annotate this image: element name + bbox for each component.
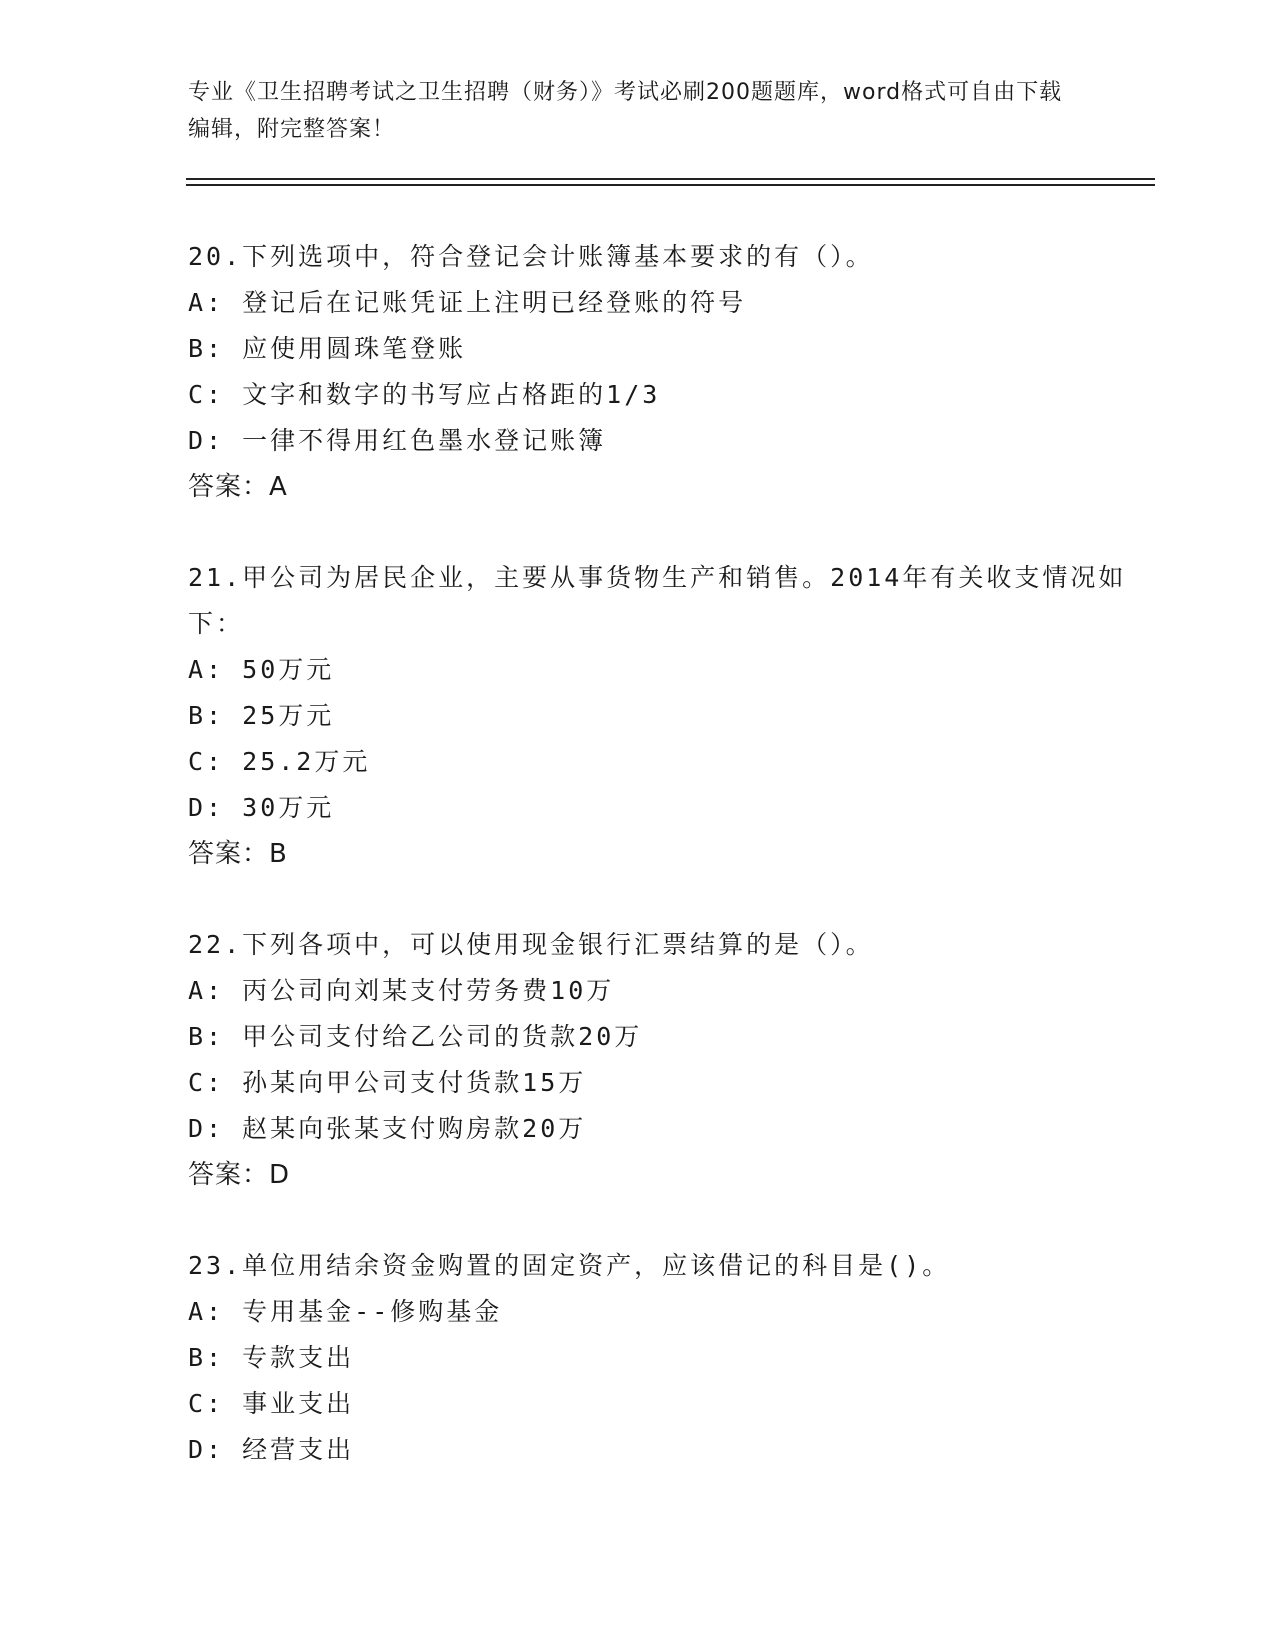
document-header: 专业《卫生招聘考试之卫生招聘（财务）》考试必刷200题题库，word格式可自由下载编辑，附完整答案！ — [188, 80, 1063, 142]
option-d: D: 30万元 — [188, 793, 335, 822]
question-stem: 20.下列选项中，符合登记会计账簿基本要求的有（）。 — [188, 242, 874, 271]
answer-label: 答案：D — [188, 1160, 291, 1190]
option-a: A: 50万元 — [188, 655, 335, 684]
option-c: C: 文字和数字的书写应占格距的1/3 — [188, 380, 661, 409]
option-d: D: 一律不得用红色墨水登记账簿 — [188, 426, 607, 455]
option-c: C: 孙某向甲公司支付货款15万 — [188, 1068, 587, 1097]
question-23 — [188, 1243, 1128, 1473]
question-21 — [188, 555, 1128, 877]
answer-label: 答案：A — [188, 472, 288, 502]
question-stem: 23.单位用结余资金购置的固定资产，应该借记的科目是()。 — [188, 1251, 951, 1280]
option-a: A: 专用基金--修购基金 — [188, 1297, 503, 1326]
option-d: D: 赵某向张某支付购房款20万 — [188, 1114, 587, 1143]
option-b: B: 应使用圆珠笔登账 — [188, 334, 467, 363]
option-d: D: 经营支出 — [188, 1435, 355, 1464]
question-stem: 22.下列各项中，可以使用现金银行汇票结算的是（）。 — [188, 930, 874, 959]
question-list — [188, 234, 1128, 1518]
header-divider-top — [186, 178, 1155, 180]
option-c: C: 25.2万元 — [188, 747, 371, 776]
option-b: B: 25万元 — [188, 701, 335, 730]
option-b: B: 甲公司支付给乙公司的货款20万 — [188, 1022, 643, 1051]
question-20 — [188, 234, 1128, 510]
option-b: B: 专款支出 — [188, 1343, 355, 1372]
option-a: A: 丙公司向刘某支付劳务费10万 — [188, 976, 615, 1005]
answer-label: 答案：B — [188, 839, 288, 869]
option-a: A: 登记后在记账凭证上注明已经登账的符号 — [188, 288, 747, 317]
option-c: C: 事业支出 — [188, 1389, 355, 1418]
header-divider-bottom — [186, 184, 1155, 186]
question-22 — [188, 922, 1128, 1198]
question-stem: 21.甲公司为居民企业，主要从事货物生产和销售。2014年有关收支情况如下： — [188, 563, 1127, 638]
